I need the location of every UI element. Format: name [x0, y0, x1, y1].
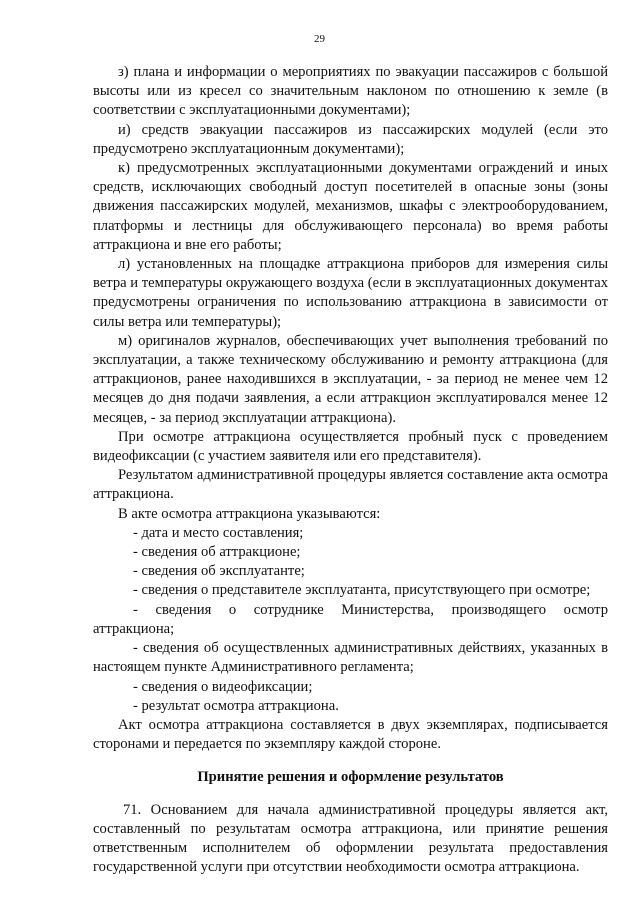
- page-number: 29: [314, 33, 325, 45]
- trial-run-paragraph: При осмотре аттракциона осуществляется пробный пуск с проведением видеофиксации (с участием заявителя или его представителя).: [93, 428, 608, 465]
- list-item: - результат осмотра аттракциона.: [133, 697, 339, 714]
- item-k-paragraph: к) предусмотренных эксплуатационными документами ограждений и иных средств, исключающих свободный доступ посетителей в опасные зоны (зоны движения пассажирских модулей, механизмов, шкафы с электрооборудованием, платформы и лестницы для обслуживающего персонала) во время работы аттракциона и вне его работы;: [93, 160, 608, 253]
- closing-paragraph: Акт осмотра аттракциона составляется в двух экземплярах, подписывается сторонами и передается по экземпляру каждой стороне.: [93, 716, 608, 753]
- item-z-paragraph: з) плана и информации о мероприятиях по эвакуации пассажиров с большой высоты или из кресел со значительным наклоном по отношению к земле (в соответствии с эксплуатационными документами);: [93, 64, 608, 119]
- item-i-paragraph: и) средств эвакуации пассажиров из пассажирских модулей (если это предусмотрено эксплуатационным документами);: [93, 121, 608, 157]
- result-paragraph: Результатом административной процедуры является составление акта осмотра аттракциона.: [93, 467, 608, 503]
- list-item: - дата и место составления;: [133, 524, 304, 541]
- document-body: [93, 63, 608, 877]
- paragraph-71: 71. Основанием для начала административной процедуры является акт, составленный по результатам осмотра аттракциона, или принятие решения ответственным исполнителем об оформлении результата предоставления государственной услуги при отсутствии необходимости осмотра аттракциона.: [93, 801, 608, 876]
- list-item: - сведения об эксплуатанте;: [133, 563, 305, 580]
- act-contents-intro: В акте осмотра аттракциона указываются:: [118, 505, 381, 522]
- list-item: - сведения о видеофиксации;: [133, 678, 313, 695]
- item-m-paragraph: м) оригиналов журналов, обеспечивающих учет выполнения требований по эксплуатации, а также техническому обслуживанию и ремонту аттракциона (для аттракционов, ранее находившихся в эксплуатации, - за период не менее чем 12 месяцев до дня подачи заявления, а если аттракцион эксплуатировался менее 12 месяцев, - за период эксплуатации аттракциона).: [93, 332, 608, 426]
- list-item: - сведения об аттракционе;: [133, 544, 301, 561]
- list-item: - сведения об осуществленных административных действиях, указанных в настоящем пункте Административного регламента;: [93, 640, 608, 676]
- item-l-paragraph: л) установленных на площадке аттракциона приборов для измерения силы ветра и температуры окружающего воздуха (если в эксплуатационных документах предусмотрены ограничения по использованию аттракциона в зависимости от силы ветра или температуры);: [93, 256, 608, 330]
- section-heading: Принятие решения и оформление результатов: [197, 769, 504, 786]
- list-item: - сведения о сотруднике Министерства, производящего осмотр аттракциона;: [93, 601, 608, 637]
- list-item: - сведения о представителе эксплуатанта, присутствующего при осмотре;: [133, 582, 591, 599]
